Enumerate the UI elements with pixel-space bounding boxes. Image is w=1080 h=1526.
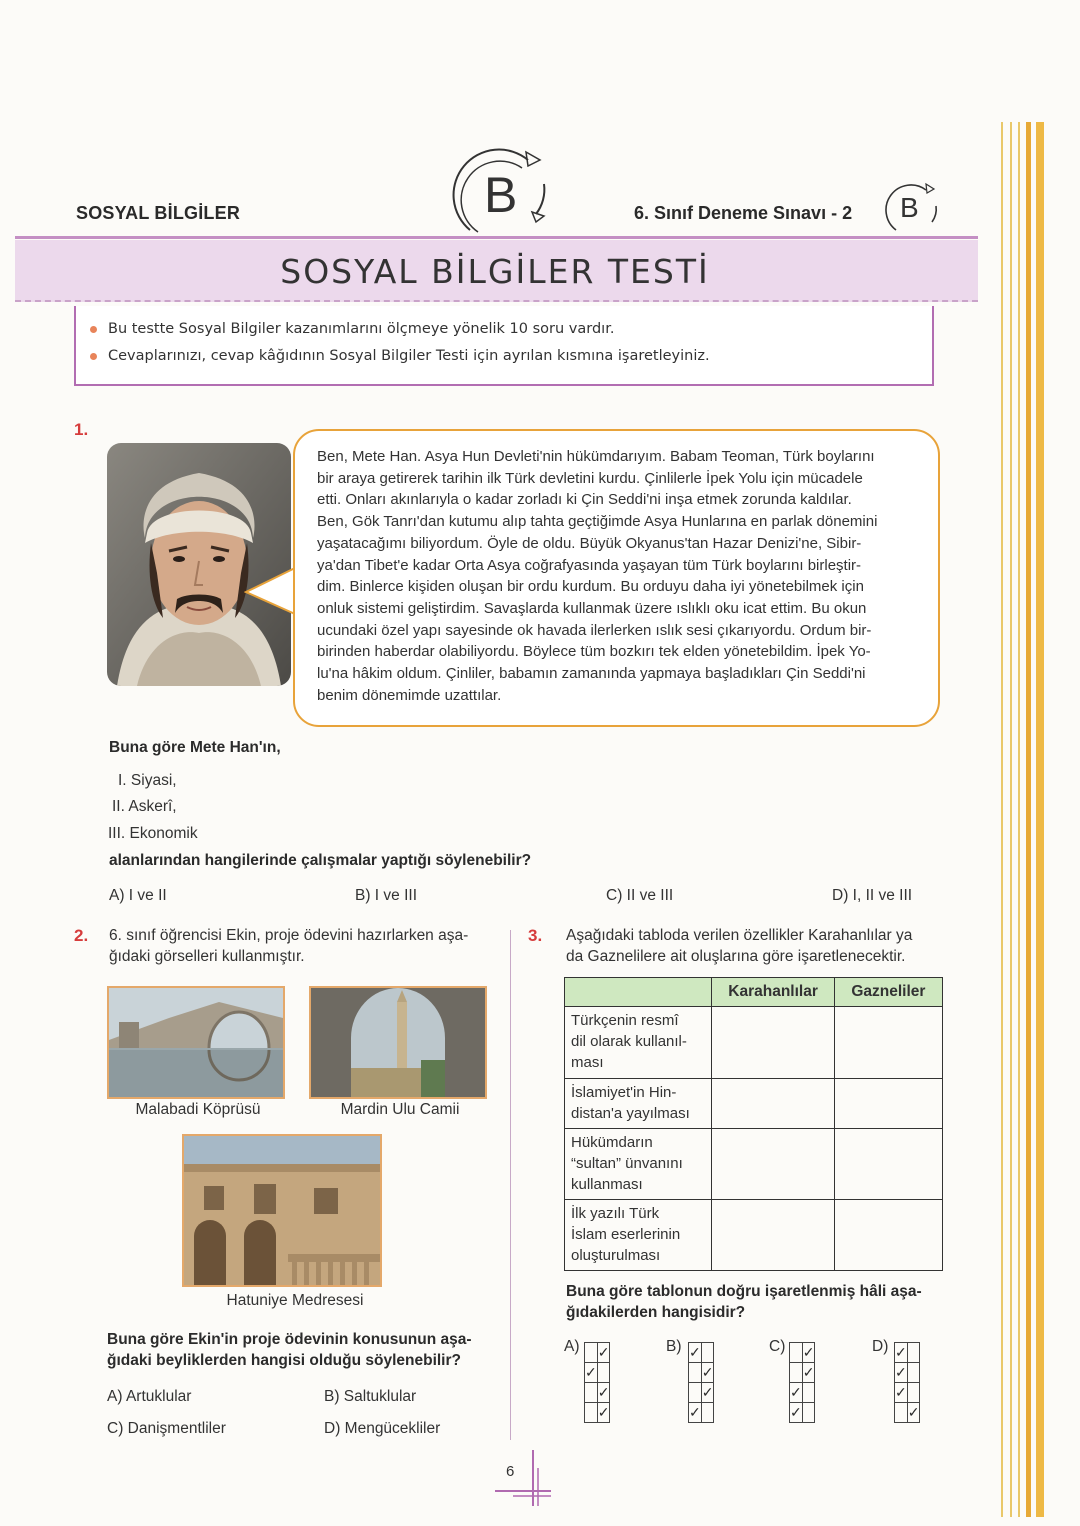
- edge-stripe: [1001, 122, 1003, 1517]
- q1-question: alanlarından hangilerinde çalışmalar yaptığı söylenebilir?: [109, 852, 532, 869]
- q2-option-a[interactable]: A) Artuklular: [107, 1388, 192, 1405]
- grid-cell: [790, 1343, 803, 1363]
- check-icon: ✓: [802, 1343, 815, 1363]
- grid-row: [790, 1363, 815, 1383]
- table-header-empty: [565, 978, 712, 1007]
- option-label: B): [666, 1338, 682, 1355]
- page-number-mark: [493, 1448, 553, 1510]
- booklet-logo-small: [884, 180, 944, 236]
- table-header-row: [565, 978, 943, 1007]
- check-icon: ✓: [597, 1343, 610, 1363]
- table-header: Gazneliler: [834, 978, 942, 1007]
- row-label: İlk yazılı Türk İslam eserlerinin oluşturulması: [565, 1200, 712, 1271]
- mete-han-quote: Ben, Mete Han. Asya Hun Devleti'nin hükümdarıyım. Babam Teoman, Türk boylarını bir araya getirerek tarihin ilk Türk devletini kurdu. Çinlilerle İpek Yolu için mücadele etti. Onları akınlarıyla o kadar zorladı ki Çin Seddi'ni inşa etmek zorunda kaldılar. Ben, Gök Tanrı'dan kutumu alıp tahta geçtiğimde Asya Hunlarına en parlak dönemini yaşatacağımı biliyordum. Öyle de oldu. Büyük Okyanus'tan Hazar Denizi'ne, Sibir- ya'dan Tibet'e kadar Orta Asya coğrafyasında yaşayan tüm Türk boylarını birleştir- dim. Binlerce kişiden oluşan bir ordu kurdum. Bu orduyu daha iyi yönetebilmek için onluk sistemi geliştirdim. Savaşlarda kullanmak üzere ıslıklı oku icat ettim. Bu okun ucundaki özel yapı sayesinde ok havada ilerlerken ıslık sesi çıkarıyordu. Ordum bir- birinden haberdar olabiliyordu. Böylece tüm bozkırı tek elden yönetebildim. İpek Yo- lu'na hâkim oldum. Çinliler, babamın zamanında yapmaya başladıkları Çin Seddi'ni benim dönemimde uzattılar.: [317, 448, 878, 704]
- answer-grid: [688, 1342, 714, 1423]
- bullet-icon: [90, 326, 97, 333]
- instruction-item: Cevaplarınızı, cevap kâğıdının Sosyal Bilgiler Testi için ayrılan kısmına işaretleyiniz.: [108, 348, 710, 364]
- row-label: İslamiyet'in Hin- distan'a yayılması: [565, 1079, 712, 1129]
- edge-stripe: [1026, 122, 1031, 1517]
- table-cell[interactable]: [712, 1129, 834, 1200]
- check-icon: ✓: [701, 1383, 714, 1403]
- grid-cell: [689, 1363, 702, 1383]
- q1-item: II. Askerî,: [112, 798, 177, 815]
- q3-intro: Aşağıdaki tabloda verilen özellikler Karahanlılar ya da Gaznelilere ait oluşlarına göre işaretlenecektir.: [566, 927, 913, 965]
- table-cell[interactable]: [712, 1007, 834, 1079]
- grid-cell: [907, 1363, 920, 1383]
- photo-caption: Hatuniye Medresesi: [226, 1292, 364, 1309]
- q3-question: Buna göre tablonun doğru işaretlenmiş hâli aşa- ğıdakilerden hangisidir?: [566, 1283, 922, 1321]
- row-label: Hükümdarın “sultan” ünvanını kullanması: [565, 1129, 712, 1200]
- q1-stem: Buna göre Mete Han'ın,: [109, 739, 281, 756]
- q2-option-d[interactable]: D) Mengücekliler: [324, 1420, 441, 1437]
- exam-title: 6. Sınıf Deneme Sınavı - 2: [634, 203, 853, 223]
- edge-stripe: [1036, 122, 1044, 1517]
- check-icon: ✓: [689, 1403, 702, 1423]
- table-row: [565, 1129, 943, 1200]
- booklet-letter: B: [484, 167, 518, 223]
- check-icon: ✓: [597, 1383, 610, 1403]
- subject-label: SOSYAL BİLGİLER: [76, 203, 241, 223]
- page-number: 6: [506, 1463, 515, 1480]
- grid-row: [895, 1383, 920, 1403]
- table-row: [565, 1007, 943, 1079]
- check-icon: ✓: [907, 1403, 920, 1423]
- grid-row: [585, 1403, 610, 1423]
- booklet-logo: [448, 140, 558, 240]
- q1-item: III. Ekonomik: [108, 825, 198, 842]
- speech-bubble-tail: [244, 560, 300, 620]
- grid-row: [689, 1363, 714, 1383]
- test-title: SOSYAL BİLGİLER TESTİ: [280, 252, 710, 291]
- instructions-box: [74, 306, 934, 386]
- grid-cell: [585, 1403, 598, 1423]
- check-icon: ✓: [585, 1363, 598, 1383]
- grid-row: [585, 1343, 610, 1363]
- grid-cell: [802, 1403, 815, 1423]
- option-label: A): [564, 1338, 580, 1355]
- check-icon: ✓: [895, 1363, 908, 1383]
- grid-cell: [802, 1383, 815, 1403]
- grid-row: [585, 1383, 610, 1403]
- question-number: 2.: [74, 926, 89, 945]
- check-icon: ✓: [802, 1363, 815, 1383]
- hatuniye-madrasa-photo: [182, 1134, 382, 1287]
- header-rule: [15, 236, 978, 239]
- speech-bubble: [293, 429, 940, 727]
- grid-cell: [907, 1383, 920, 1403]
- grid-cell: [585, 1383, 598, 1403]
- grid-cell: [907, 1343, 920, 1363]
- check-icon: ✓: [895, 1343, 908, 1363]
- grid-cell: [790, 1363, 803, 1383]
- photo-caption: Malabadi Köprüsü: [135, 1101, 261, 1118]
- grid-row: [689, 1383, 714, 1403]
- option-label: D): [872, 1338, 889, 1355]
- grid-cell: [701, 1403, 714, 1423]
- q2-option-b[interactable]: B) Saltuklular: [324, 1388, 417, 1405]
- grid-row: [895, 1343, 920, 1363]
- q1-item: I. Siyasi,: [118, 772, 177, 789]
- grid-cell: [701, 1343, 714, 1363]
- answer-grid: [894, 1342, 920, 1423]
- q1-option-d[interactable]: D) I, II ve III: [832, 887, 913, 904]
- instruction-item: Bu testte Sosyal Bilgiler kazanımlarını ölçmeye yönelik 10 soru vardır.: [108, 321, 614, 337]
- table-header: Karahanlılar: [712, 978, 834, 1007]
- grid-row: [585, 1363, 610, 1383]
- grid-row: [790, 1383, 815, 1403]
- grid-row: [790, 1343, 815, 1363]
- q1-option-c[interactable]: C) II ve III: [606, 887, 674, 904]
- q2-intro: 6. sınıf öğrencisi Ekin, proje ödevini hazırlarken aşa- ğıdaki görselleri kullanmıştır.: [109, 927, 469, 965]
- table-cell[interactable]: [834, 1079, 942, 1129]
- check-icon: ✓: [597, 1403, 610, 1423]
- answer-grid: [584, 1342, 610, 1423]
- check-icon: ✓: [790, 1383, 803, 1403]
- bullet-icon: [90, 353, 97, 360]
- grid-cell: [597, 1363, 610, 1383]
- mardin-ulu-mosque-photo: [309, 986, 487, 1099]
- grid-row: [689, 1403, 714, 1423]
- answer-grid: [789, 1342, 815, 1423]
- table-cell[interactable]: [712, 1079, 834, 1129]
- grid-cell: [895, 1403, 908, 1423]
- photo-caption: Mardin Ulu Camii: [340, 1101, 460, 1118]
- option-label: C): [769, 1338, 786, 1355]
- grid-row: [895, 1363, 920, 1383]
- grid-row: [895, 1403, 920, 1423]
- q2-option-c[interactable]: C) Danişmentliler: [107, 1420, 226, 1437]
- table-cell[interactable]: [712, 1200, 834, 1271]
- table-row: [565, 1079, 943, 1129]
- edge-stripe: [1018, 122, 1020, 1517]
- check-icon: ✓: [895, 1383, 908, 1403]
- q1-option-a[interactable]: A) I ve II: [109, 887, 167, 904]
- question-number: 3.: [528, 926, 543, 945]
- table-row: [565, 1200, 943, 1271]
- grid-row: [689, 1343, 714, 1363]
- q2-question: Buna göre Ekin'in proje ödevinin konusunun aşa- ğıdaki beyliklerden hangisi olduğu söylenebilir?: [107, 1331, 472, 1369]
- check-icon: ✓: [689, 1343, 702, 1363]
- grid-cell: [689, 1383, 702, 1403]
- question-number: 1.: [74, 420, 89, 439]
- table-cell[interactable]: [834, 1200, 942, 1271]
- grid-cell: [585, 1343, 598, 1363]
- check-icon: ✓: [701, 1363, 714, 1383]
- booklet-letter-small: B: [900, 192, 919, 223]
- table-cell[interactable]: [834, 1007, 942, 1079]
- grid-row: [790, 1403, 815, 1423]
- q1-option-b[interactable]: B) I ve III: [355, 887, 418, 904]
- malabadi-bridge-photo: [107, 986, 285, 1099]
- row-label: Türkçenin resmî dil olarak kullanıl- ması: [565, 1007, 712, 1079]
- table-cell[interactable]: [834, 1129, 942, 1200]
- edge-stripe: [1010, 122, 1012, 1517]
- column-divider: [510, 930, 511, 1440]
- check-icon: ✓: [790, 1403, 803, 1423]
- q3-table: [564, 977, 943, 1271]
